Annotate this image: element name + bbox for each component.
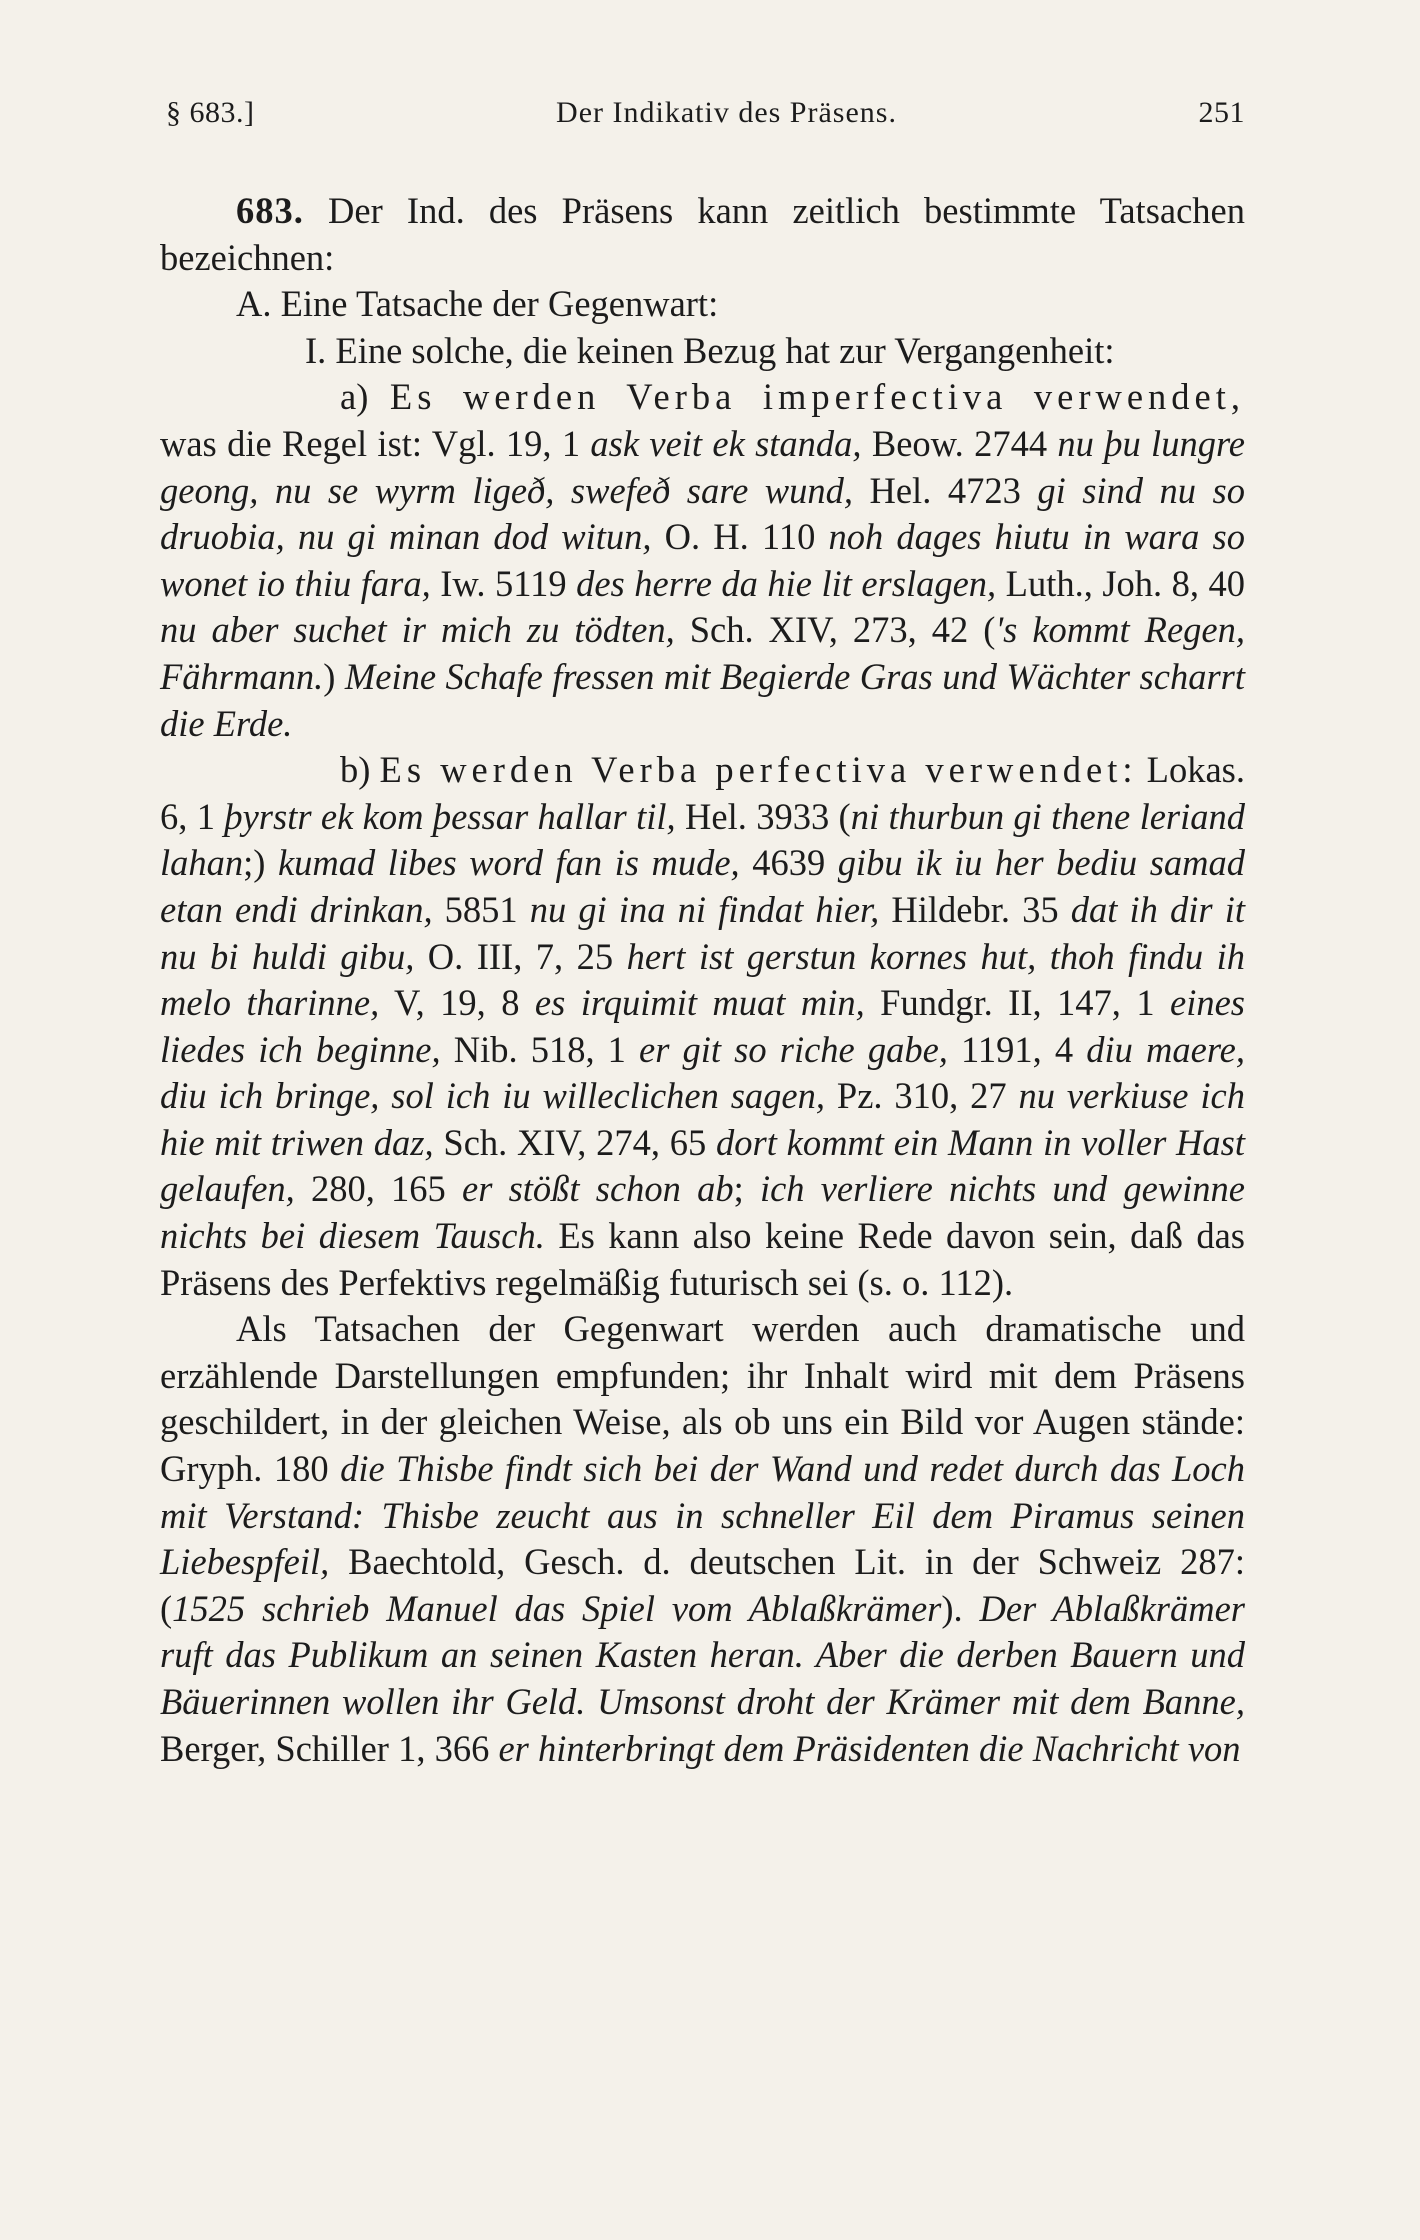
italic-quote: 1525 schrieb Manuel das Spiel vom Ablaßkrämer <box>172 1587 942 1629</box>
text-run: Iw. 5119 <box>430 562 577 604</box>
italic-quote: ich verliere nichts und gewinne nichts bei diesem Tausch. <box>160 1168 1245 1257</box>
italic-quote: ask veit ek standa, <box>590 422 862 464</box>
italic-quote: nu gi ina ni findat hier, <box>529 888 880 930</box>
italic-quote: diu maere, diu ich bringe, sol ich iu willeclichen sagen, <box>160 1028 1245 1117</box>
italic-quote: Der Ablaßkrämer ruft das Publikum an seinen Kasten heran. Aber die derben Bauern und Bäuerinnen wollen ihr Geld. Umsonst droht der Krämer mit dem Banne, <box>160 1587 1246 1722</box>
text-run: was die Regel ist: Vgl. 19, 1 <box>160 422 591 464</box>
text-run: Baechtold, Gesch. d. deutschen Lit. in der Schweiz 287: ( <box>160 1541 1245 1629</box>
text-run: Sch. XIV, 274, 65 <box>433 1121 717 1163</box>
text-run: Luth., Joh. 8, 40 <box>996 562 1245 604</box>
text-run: Es kann also keine Rede davon sein, daß das Präsens des Perfektivs regelmäßig futurisch sei (s. o. 112). <box>160 1215 1245 1303</box>
italic-quote: des herre da hie lit erslagen, <box>576 562 997 604</box>
text-run: b) <box>340 749 380 791</box>
paragraph <box>160 281 1245 328</box>
italic-quote: er git so riche gabe, <box>639 1028 948 1070</box>
text-run: Beow. 2744 <box>861 422 1058 464</box>
italic-quote: eines liedes ich beginne, <box>160 982 1246 1070</box>
italic-quote: nu verkiuse ich hie mit triwen daz, <box>160 1075 1245 1163</box>
text-run: Nib. 518, 1 <box>440 1028 640 1070</box>
section-number: 683. <box>236 190 304 231</box>
italic-quote: 's kommt Regen, Fährmann. <box>160 609 1245 697</box>
text-run: Hildebr. 35 <box>879 888 1071 930</box>
text-run: Berger, Schiller 1, 366 <box>160 1727 499 1769</box>
text-run: A. Eine Tatsache der Gegenwart: <box>236 283 719 325</box>
text-run: Der Ind. des Präsens kann zeitlich bestimmte Tatsachen bezeichnen: <box>160 190 1245 278</box>
spaced-emphasis: Es werden Verba perfectiva verwendet: <box>379 749 1138 791</box>
text-run: Als Tatsachen der Gegenwart werden auch dramatische und erzählende Darstellungen empfunden; ihr Inhalt wird mit dem Präsens geschildert, in der gleichen Weise, als ob uns ein Bild vor Augen stände: Gryph. 180 <box>160 1308 1245 1490</box>
text-run: Lokas. 6, 1 <box>160 749 1245 837</box>
page-number: 251 <box>1198 96 1245 129</box>
text-run: ;) <box>243 842 278 884</box>
text-run: V, 19, 8 <box>379 982 535 1024</box>
paragraph <box>160 328 1245 375</box>
section-reference: § 683.] <box>166 96 255 129</box>
text-run: O. H. 110 <box>651 516 829 558</box>
paragraph <box>160 374 1245 747</box>
text-run: I. Eine solche, die keinen Bezug hat zur Vergangenheit: <box>305 329 1115 371</box>
text-run: Hel. 4723 <box>853 469 1038 511</box>
italic-quote: nu aber suchet ir mich zu tödten, <box>160 609 675 651</box>
spaced-emphasis: Es werden Verba imperfectiva verwendet, <box>389 376 1245 418</box>
italic-quote: þyrstr ek kom þessar hallar til, <box>224 795 676 837</box>
paragraph <box>160 747 1245 1306</box>
body-text <box>160 188 1245 1772</box>
text-run: Hel. 3933 ( <box>675 795 851 837</box>
text-run: ) <box>323 655 345 697</box>
italic-quote: er hinterbringt dem Präsidenten die Nachricht von <box>498 1727 1241 1769</box>
italic-quote: kumad libes word fan is mude, <box>277 842 740 884</box>
text-run: ; <box>733 1168 760 1210</box>
italic-quote: dort kommt ein Mann in voller Hast gelaufen, <box>160 1121 1245 1210</box>
text-run: O. III, 7, 25 <box>414 935 627 977</box>
italic-quote: noh dages hiutu in wara so wonet io thiu fara, <box>160 516 1245 604</box>
text-run: ). <box>941 1587 980 1629</box>
italic-quote: hert ist gerstun kornes hut, thoh findu ih melo tharinne, <box>160 935 1245 1024</box>
text-run: Fundgr. II, 147, 1 <box>864 982 1171 1024</box>
paragraph <box>160 188 1245 281</box>
text-run: 4639 <box>739 842 838 884</box>
text-run: Pz. 310, 27 <box>825 1075 1019 1117</box>
text-run: Sch. XIV, 273, 42 ( <box>674 609 996 651</box>
italic-quote: es irquimit muat min, <box>534 982 865 1024</box>
italic-quote: er stößt schon ab <box>462 1168 734 1210</box>
italic-quote: ni thurbun gi thene leriand lahan <box>160 795 1246 884</box>
running-title: Der Indikativ des Präsens. <box>556 96 897 129</box>
text-run: 5851 <box>432 888 530 930</box>
italic-quote: gibu ik iu her bediu samad etan endi drinkan, <box>160 842 1246 930</box>
text-run: a) <box>340 376 390 418</box>
italic-quote: die Thisbe findt sich bei der Wand und redet durch das Loch mit Verstand: Thisbe zeucht aus in schneller Eil dem Piramus seinen Liebespfeil, <box>160 1448 1245 1583</box>
italic-quote: gi sind nu so druobia, nu gi minan dod witun, <box>160 469 1246 558</box>
italic-quote: nu þu lungre geong, nu se wyrm ligeð, swefeð sare wund, <box>160 422 1245 511</box>
running-header <box>166 96 1245 130</box>
paragraph <box>160 1306 1245 1772</box>
text-run: 280, 165 <box>294 1168 462 1210</box>
text-run: 1191, 4 <box>947 1028 1087 1070</box>
italic-quote: dat ih dir it nu bi huldi gibu, <box>160 888 1245 977</box>
italic-quote: Meine Schafe fressen mit Begierde Gras und Wächter scharrt die Erde. <box>160 655 1245 744</box>
